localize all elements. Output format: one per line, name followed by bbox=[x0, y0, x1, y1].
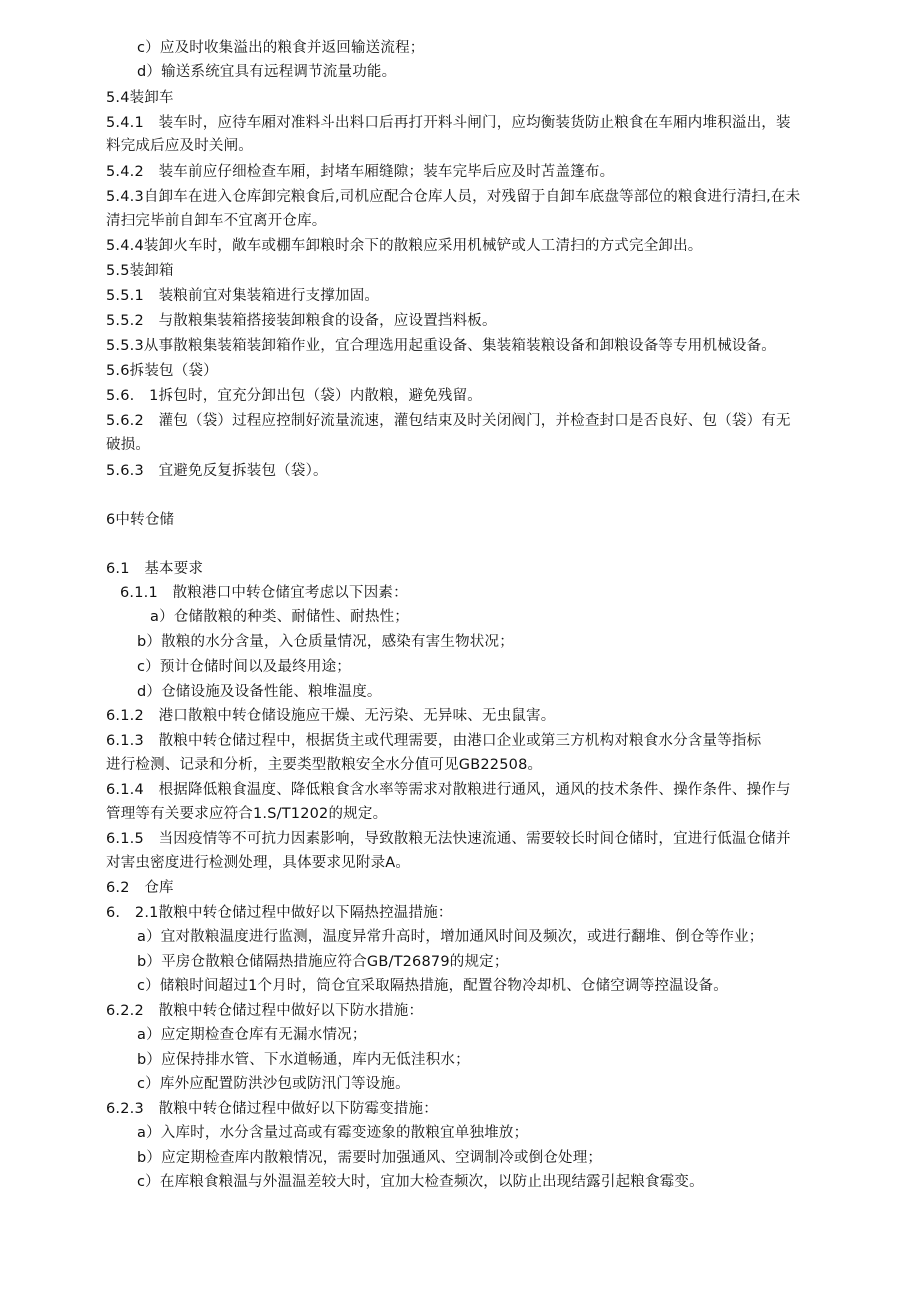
paragraph: 5.4.1 装车时，应待车厢对准料斗出料口后再打开料斗闸门，应均衡装货防止粮食在车厢内堆积溢出，装 bbox=[106, 115, 791, 131]
section-heading: 5.4装卸车 bbox=[106, 90, 174, 106]
section-heading: 6.2 仓库 bbox=[106, 880, 174, 896]
paragraph: 6.1.4 根据降低粮食温度、降低粮食含水率等需求对散粮进行通风，通风的技术条件、操作条件、操作与 bbox=[106, 782, 791, 798]
list-item: c）储粮时间超过1个月时，筒仓宜采取隔热措施，配置谷物冷却机、仓储空调等控温设备。 bbox=[137, 978, 728, 994]
list-item: c）库外应配置防洪沙包或防汛门等设施。 bbox=[137, 1076, 410, 1092]
section-heading: 6.1 基本要求 bbox=[106, 561, 204, 577]
paragraph: 5.4.3自卸车在进入仓库卸完粮食后,司机应配合仓库人员，对残留于自卸车底盘等部位的粮食进行清扫,在未 bbox=[106, 189, 801, 205]
list-item: d）仓储设施及设备性能、粮堆温度。 bbox=[137, 684, 382, 700]
paragraph: 管理等有关要求应符合1.S/T1202的规定。 bbox=[106, 806, 388, 822]
list-item: a）应定期检查仓库有无漏水情况； bbox=[137, 1027, 367, 1043]
paragraph: 对害虫密度进行检测处理，具体要求见附录A。 bbox=[106, 855, 411, 871]
paragraph: 5.4.4装卸火车时，敞车或棚车卸粮时余下的散粮应采用机械铲或人工清扫的方式完全卸出。 bbox=[106, 238, 703, 254]
chapter-heading: 6中转仓储 bbox=[106, 512, 175, 528]
section-heading: 5.5装卸箱 bbox=[106, 263, 174, 279]
list-item: b）应保持排水管、下水道畅通，库内无低洼积水； bbox=[137, 1052, 470, 1068]
list-item: c）应及时收集溢出的粮食并返回输送流程； bbox=[137, 40, 425, 56]
paragraph: 5.6.2 灌包（袋）过程应控制好流量流速，灌包结束及时关闭阀门，并检查封口是否良好、包（袋）有无 bbox=[106, 413, 791, 429]
paragraph: 5.5.2 与散粮集装箱搭接装卸粮食的设备，应设置挡料板。 bbox=[106, 313, 497, 329]
paragraph: 5.4.2 装车前应仔细检查车厢，封堵车厢缝隙；装车完毕后应及时苫盖篷布。 bbox=[106, 164, 615, 180]
paragraph: 5.5.3从事散粮集装箱装卸箱作业，宜合理选用起重设备、集装箱装粮设备和卸粮设备等专用机械设备。 bbox=[106, 338, 776, 354]
paragraph: 5.5.1 装粮前宜对集装箱进行支撑加固。 bbox=[106, 288, 380, 304]
paragraph: 料完成后应及时关闸。 bbox=[106, 138, 253, 154]
list-item: c）在库粮食粮温与外温温差较大时，宜加大检查频次，以防止出现结露引起粮食霉变。 bbox=[137, 1174, 704, 1190]
list-item: b）平房仓散粮仓储隔热措施应符合GB/T26879的规定； bbox=[137, 954, 509, 970]
list-item: a）入库时，水分含量过高或有霉变迹象的散粮宜单独堆放； bbox=[137, 1125, 529, 1141]
paragraph: 清扫完毕前自卸车不宜离开仓库。 bbox=[106, 213, 327, 229]
paragraph: 5.6. 1拆包时，宜充分卸出包（袋）内散粮，避免残留。 bbox=[106, 388, 482, 404]
paragraph: 进行检测、记录和分析，主要类型散粮安全水分值可见GB22508。 bbox=[106, 757, 543, 773]
list-item: d）输送系统宜具有远程调节流量功能。 bbox=[137, 64, 397, 80]
paragraph: 6.1.1 散粮港口中转仓储宜考虑以下因素： bbox=[120, 585, 408, 601]
paragraph: 5.6.3 宜避免反复拆装包（袋）。 bbox=[106, 463, 328, 479]
list-item: a）宜对散粮温度进行监测，温度异常升高时，增加通风时间及频次，或进行翻堆、倒仓等作业； bbox=[137, 929, 764, 945]
paragraph: 破损。 bbox=[106, 437, 151, 453]
list-item: c）预计仓储时间以及最终用途； bbox=[137, 659, 351, 675]
paragraph: 6. 2.1散粮中转仓储过程中做好以下隔热控温措施： bbox=[106, 905, 453, 921]
paragraph: 6.1.5 当因疫情等不可抗力因素影响，导致散粮无法快速流通、需要较长时间仓储时，宜进行低温仓储并 bbox=[106, 831, 791, 847]
paragraph: 6.1.2 港口散粮中转仓储设施应干燥、无污染、无异味、无虫鼠害。 bbox=[106, 708, 556, 724]
paragraph: 6.2.3 散粮中转仓储过程中做好以下防霉变措施： bbox=[106, 1101, 438, 1117]
paragraph: 6.1.3 散粮中转仓储过程中，根据货主或代理需要，由港口企业或第三方机构对粮食水分含量等指标 bbox=[106, 733, 762, 749]
paragraph: 6.2.2 散粮中转仓储过程中做好以下防水措施： bbox=[106, 1003, 424, 1019]
section-heading: 5.6拆装包（袋） bbox=[106, 363, 218, 379]
list-item: a）仓储散粮的种类、耐储性、耐热性； bbox=[150, 609, 409, 625]
list-item: b）散粮的水分含量，入仓质量情况，感染有害生物状况； bbox=[137, 634, 514, 650]
list-item: b）应定期检查库内散粮情况，需要时加强通风、空调制冷或倒仓处理； bbox=[137, 1150, 603, 1166]
